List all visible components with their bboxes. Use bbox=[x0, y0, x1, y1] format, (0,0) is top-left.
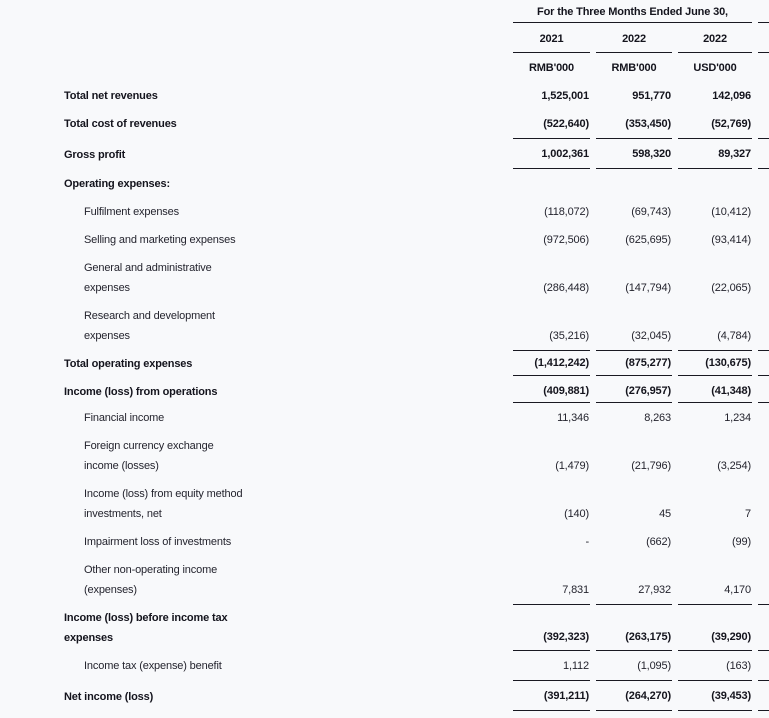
cell-value bbox=[678, 174, 752, 194]
row-label bbox=[0, 258, 513, 298]
cell-value: (52,769) bbox=[711, 118, 751, 130]
row-label bbox=[0, 174, 513, 194]
cell-value: 8,263 bbox=[644, 412, 671, 424]
row-label-line: Total net revenues bbox=[64, 90, 158, 102]
row-label bbox=[0, 656, 513, 676]
cell-value: (140) bbox=[564, 508, 589, 520]
cell-value: (625,695) bbox=[625, 234, 671, 246]
table-row bbox=[0, 174, 769, 194]
cell-value: (875,277) bbox=[596, 350, 672, 376]
table-row bbox=[0, 532, 769, 552]
row-label bbox=[0, 202, 513, 222]
table-row bbox=[0, 680, 769, 711]
row-label-line: Net income (loss) bbox=[64, 691, 154, 703]
period-group-header: For the Three Months Ended June 30, bbox=[513, 0, 752, 23]
table-row bbox=[0, 230, 769, 250]
cell-value bbox=[596, 174, 672, 194]
cell-value: (276,957) bbox=[596, 381, 672, 403]
row-label-line: Operating expenses: bbox=[64, 178, 170, 190]
row-label bbox=[0, 532, 513, 552]
cell-value: (32,045) bbox=[631, 330, 671, 342]
offscreen-column-stub bbox=[758, 174, 769, 194]
offscreen-column-stub bbox=[758, 230, 769, 250]
row-label bbox=[0, 350, 513, 376]
cell-value: (41,348) bbox=[678, 381, 752, 403]
column-header-year: 2022 bbox=[678, 23, 752, 53]
row-label bbox=[0, 86, 513, 106]
row-label-line: Income (loss) before income tax bbox=[64, 612, 228, 624]
offscreen-column-stub bbox=[758, 306, 769, 346]
table-row bbox=[0, 306, 769, 346]
header-spacer bbox=[0, 0, 513, 23]
cell-value: (93,414) bbox=[711, 234, 751, 246]
cell-value: (118,072) bbox=[544, 206, 589, 218]
cell-value: (4,784) bbox=[717, 330, 751, 342]
cell-value: 45 bbox=[659, 508, 671, 520]
row-label bbox=[0, 230, 513, 250]
row-label bbox=[0, 484, 513, 524]
cell-value bbox=[513, 174, 590, 194]
row-label-line: Income (loss) from operations bbox=[64, 386, 218, 398]
table-row bbox=[0, 114, 769, 134]
column-header-unit: RMB'000 bbox=[611, 62, 657, 74]
cell-value: (22,065) bbox=[711, 282, 751, 294]
column-header-year: 2021 bbox=[513, 23, 590, 53]
cell-value: 27,932 bbox=[638, 584, 671, 596]
offscreen-column-stub bbox=[758, 23, 769, 53]
row-label bbox=[0, 138, 513, 169]
cell-value: (10,412) bbox=[711, 206, 751, 218]
row-label-line: expenses bbox=[84, 330, 130, 342]
row-label bbox=[0, 604, 513, 651]
cell-value: (391,211) bbox=[513, 680, 590, 711]
table-body bbox=[0, 86, 769, 711]
column-header-unit: USD'000 bbox=[693, 62, 737, 74]
cell-value: (3,254) bbox=[717, 460, 751, 472]
offscreen-column-stub bbox=[758, 408, 769, 428]
cell-value: (409,881) bbox=[513, 381, 590, 403]
row-label-line: Income tax (expense) benefit bbox=[84, 660, 222, 672]
cell-value: (99) bbox=[732, 536, 751, 548]
cell-value: (263,175) bbox=[596, 604, 672, 651]
offscreen-column-stub bbox=[758, 532, 769, 552]
row-label-line: expenses bbox=[64, 632, 113, 644]
offscreen-column-stub bbox=[758, 484, 769, 524]
table-row bbox=[0, 258, 769, 298]
offscreen-column-stub bbox=[758, 350, 769, 376]
offscreen-column-stub bbox=[758, 258, 769, 298]
row-label bbox=[0, 408, 513, 428]
cell-value: 89,327 bbox=[678, 138, 752, 169]
cell-value: (662) bbox=[646, 536, 671, 548]
cell-value: - bbox=[585, 536, 589, 548]
cell-value: (147,794) bbox=[625, 282, 671, 294]
cell-value: (286,448) bbox=[543, 282, 589, 294]
row-label-line: income (losses) bbox=[84, 460, 159, 472]
cell-value: (130,675) bbox=[678, 350, 752, 376]
cell-value: (39,453) bbox=[678, 680, 752, 711]
row-label bbox=[0, 306, 513, 346]
row-label-line: Financial income bbox=[84, 412, 165, 424]
offscreen-column-stub bbox=[758, 604, 769, 651]
row-label-line: Impairment loss of investments bbox=[84, 536, 232, 548]
row-label-line: Total cost of revenues bbox=[64, 118, 177, 130]
row-label-line: General and administrative bbox=[84, 262, 212, 274]
cell-value: (353,450) bbox=[625, 118, 671, 130]
column-header-year: 2022 bbox=[596, 23, 672, 53]
offscreen-column-stub bbox=[758, 656, 769, 676]
cell-value: (1,095) bbox=[637, 660, 671, 672]
row-label bbox=[0, 560, 513, 600]
row-label-line: Other non-operating income bbox=[84, 564, 218, 576]
row-label-line: Gross profit bbox=[64, 149, 126, 161]
row-label-line: Research and development bbox=[84, 310, 215, 322]
cell-value: 4,170 bbox=[724, 584, 751, 596]
offscreen-column-stub bbox=[758, 381, 769, 403]
row-label bbox=[0, 680, 513, 711]
row-label-line: (expenses) bbox=[84, 584, 137, 596]
table-row bbox=[0, 656, 769, 676]
table-row bbox=[0, 138, 769, 169]
cell-value: (163) bbox=[726, 660, 751, 672]
column-header-unit: RMB'000 bbox=[529, 62, 574, 74]
row-label-line: Income (loss) from equity method bbox=[84, 488, 243, 500]
offscreen-column-stub bbox=[758, 138, 769, 169]
table-row bbox=[0, 560, 769, 600]
row-label bbox=[0, 436, 513, 476]
cell-value: 11,346 bbox=[557, 412, 589, 424]
offscreen-column-stub bbox=[758, 114, 769, 134]
offscreen-column-stub bbox=[758, 53, 769, 78]
table-header-group-row bbox=[0, 0, 769, 23]
cell-value: (39,290) bbox=[678, 604, 752, 651]
cell-value: 1,112 bbox=[563, 660, 589, 672]
table-row bbox=[0, 484, 769, 524]
cell-value: (1,479) bbox=[555, 460, 589, 472]
row-label-line: Foreign currency exchange bbox=[84, 440, 214, 452]
cell-value: (69,743) bbox=[631, 206, 671, 218]
cell-value: 142,096 bbox=[712, 90, 751, 102]
offscreen-column-stub bbox=[758, 0, 769, 23]
table-header-units-row bbox=[0, 53, 769, 78]
row-label bbox=[0, 114, 513, 134]
table-row bbox=[0, 350, 769, 376]
cell-value: (1,412,242) bbox=[513, 350, 590, 376]
cell-value: 7,831 bbox=[562, 584, 589, 596]
row-label-line: Selling and marketing expenses bbox=[84, 234, 236, 246]
table-row bbox=[0, 202, 769, 222]
offscreen-column-stub bbox=[758, 202, 769, 222]
cell-value: 598,320 bbox=[596, 138, 672, 169]
table-row bbox=[0, 381, 769, 403]
cell-value: (264,270) bbox=[596, 680, 672, 711]
offscreen-column-stub bbox=[758, 560, 769, 600]
offscreen-column-stub bbox=[758, 86, 769, 106]
table-row bbox=[0, 604, 769, 651]
cell-value: 1,002,361 bbox=[513, 138, 590, 169]
table-header-years-row bbox=[0, 23, 769, 53]
cell-value: (972,506) bbox=[543, 234, 589, 246]
row-label bbox=[0, 381, 513, 403]
cell-value: (35,216) bbox=[549, 330, 589, 342]
cell-value: 1,234 bbox=[724, 412, 751, 424]
offscreen-column-stub bbox=[758, 436, 769, 476]
row-label-line: investments, net bbox=[84, 508, 162, 520]
row-label-line: Total operating expenses bbox=[64, 358, 193, 370]
cell-value: (522,640) bbox=[543, 118, 589, 130]
row-label-line: Fulfilment expenses bbox=[84, 206, 179, 218]
table-row bbox=[0, 86, 769, 106]
cell-value: (21,796) bbox=[631, 460, 671, 472]
offscreen-column-stub bbox=[758, 680, 769, 711]
cell-value: 1,525,001 bbox=[541, 90, 589, 102]
header-spacer bbox=[0, 23, 513, 53]
header-spacer bbox=[0, 53, 513, 78]
cell-value: (392,323) bbox=[513, 604, 590, 651]
cell-value: 7 bbox=[745, 508, 751, 520]
table-row bbox=[0, 408, 769, 428]
table-row bbox=[0, 436, 769, 476]
row-label-line: expenses bbox=[84, 282, 130, 294]
cell-value: 951,770 bbox=[632, 90, 671, 102]
